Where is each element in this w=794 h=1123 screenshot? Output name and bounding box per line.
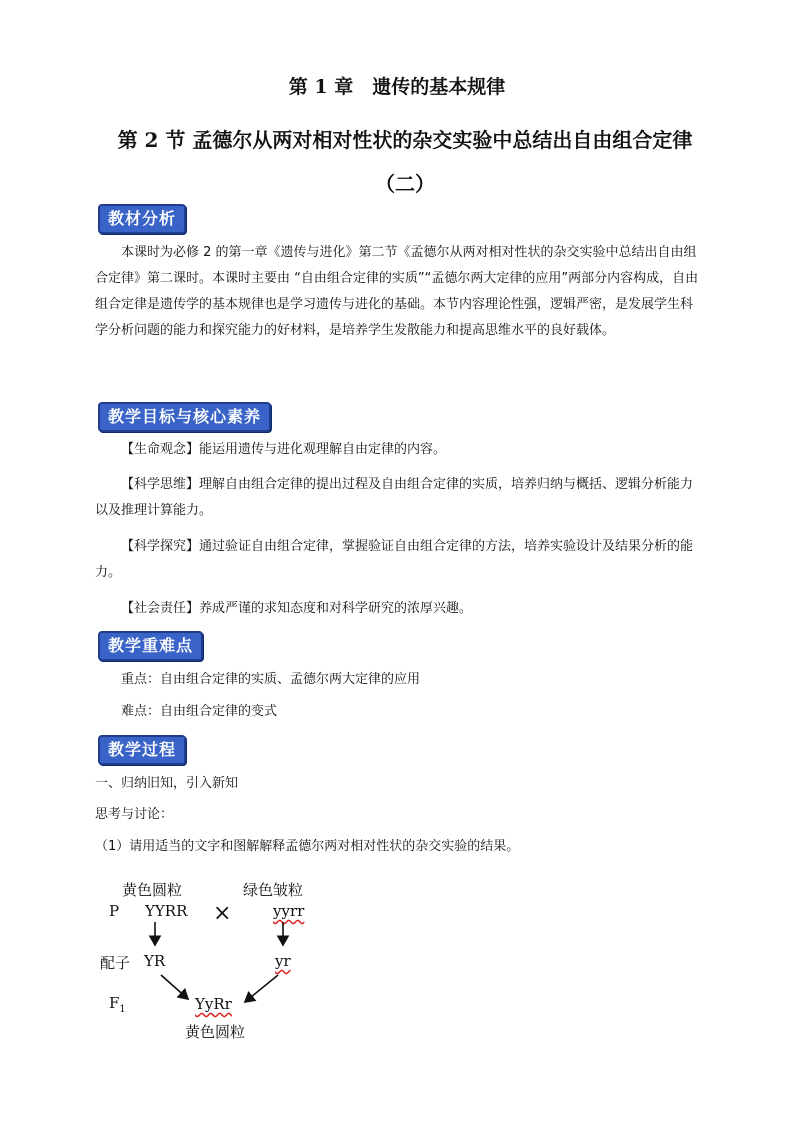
arrow-gamete1-f1: [161, 975, 188, 999]
chapter-title: 第 1 章 遗传的基本规律: [288, 76, 506, 98]
analysis-paragraph: 本课时为必修 2 的第一章《遗传与进化》第二节《孟德尔从两对相对性状的杂交实验中总结出自由组合定律》第二课时。本课时主要由 “自由组合定律的实质”“孟德尔两大定律的应用”两部分内容构成，自由组合定律是遗传学的基本规律也是学习遗传与进化的基础。本节内容理论性强，逻辑严密，是发展学生科学分析问题的能力和探究能力的好材料，是培养学生发散能力和提高思维水平的良好载体。: [95, 245, 699, 338]
badge-keypoints: 教学重难点: [98, 631, 203, 661]
keypoint-key: 重点：自由组合定律的实质、孟德尔两大定律的应用: [121, 672, 421, 687]
goal-inquiry: 【科学探究】通过验证自由组合定律，掌握验证自由组合定律的方法，培养实验设计及结果分析的能力。: [95, 539, 694, 580]
gamete-label: 配子: [100, 954, 131, 972]
f1-label: $F_1$: [109, 994, 126, 1015]
genetic-cross-diagram: [95, 875, 395, 1045]
goal-social: 【社会责任】养成严谨的求知态度和对科学研究的浓厚兴趣。: [121, 601, 473, 616]
f1-phenotype: 黄色圆粒: [185, 1023, 246, 1041]
parent2-genotype: yyrr: [273, 902, 305, 920]
badge-process: 教学过程: [98, 735, 186, 765]
process-question1: （1）请用适当的文字和图解解释孟德尔两对相对性状的杂交实验的结果。: [95, 839, 520, 854]
goal-life: 【生命观念】能运用遗传与进化观理解自由定律的内容。: [121, 442, 447, 457]
p-label: P: [109, 902, 120, 920]
badge-goals: 教学目标与核心素养: [98, 402, 271, 432]
process-step1: 一、归纳旧知，引入新知: [95, 776, 239, 791]
parent1-genotype: YYRR: [145, 902, 188, 920]
process-discuss: 思考与讨论：: [95, 807, 174, 822]
section-title: 第 2 节 孟德尔从两对相对性状的杂交实验中总结出自由组合定律（二）: [117, 128, 693, 196]
arrow-gamete2-f1: [245, 975, 278, 1002]
parent2-phenotype: 绿色皱粒: [243, 881, 304, 899]
keypoint-difficult: 难点：自由组合定律的变式: [121, 704, 278, 719]
gamete1: YR: [144, 952, 166, 970]
f1-genotype: YyRr: [195, 995, 232, 1013]
cross-sign: ×: [213, 901, 232, 926]
cross-arrows: [95, 875, 395, 1045]
goal-thinking: 【科学思维】理解自由组合定律的提出过程及自由组合定律的实质，培养归纳与概括、逻辑分析能力以及推理计算能力。: [95, 477, 694, 518]
parent1-phenotype: 黄色圆粒: [122, 881, 183, 899]
badge-analysis: 教材分析: [98, 204, 186, 234]
gamete2: yr: [275, 952, 291, 970]
